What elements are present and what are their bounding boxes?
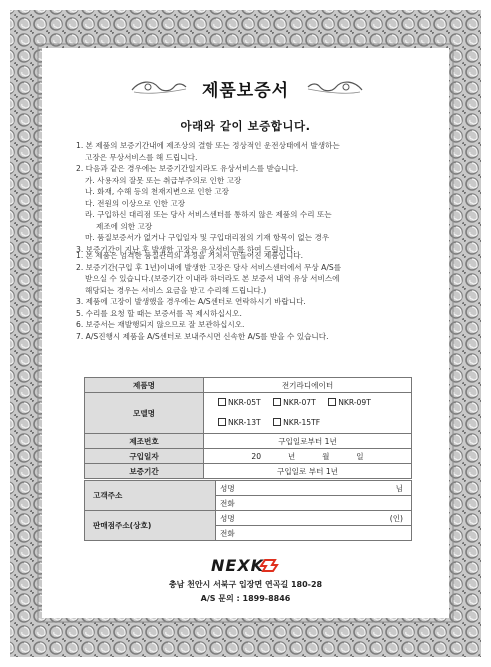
model-checkbox[interactable] xyxy=(328,398,336,406)
notes-line: 해당되는 경우는 서비스 요금을 받고 수리해 드립니다.) xyxy=(85,285,267,295)
notes-line: 받으실 수 있습니다.(보증기간 이내라 하더라도 본 보증서 내역 유상 서비스에 xyxy=(85,274,340,283)
model-checkbox[interactable] xyxy=(273,398,281,406)
warranty-period-value: 구입일로 부터 1년 xyxy=(204,464,412,479)
date-month: 월 xyxy=(322,451,330,461)
notes-line: 5. 수리를 요청 할 때는 보증서를 꼭 제시하십시오. xyxy=(76,308,242,318)
dealer-phone-label: 전화 xyxy=(216,526,273,541)
document-title: 제품보증서 xyxy=(201,81,290,101)
model-label: 모델명 xyxy=(85,393,204,434)
customer-name-label: 성명 xyxy=(216,481,273,496)
product-info-table xyxy=(84,377,412,479)
table-row xyxy=(85,449,412,464)
purchase-date-value xyxy=(204,449,412,464)
dealer-seal-suffix: (인) xyxy=(272,511,412,526)
table-row xyxy=(85,464,412,479)
table-row xyxy=(85,378,412,393)
right-ornament-icon xyxy=(306,78,364,96)
product-name-label: 제품명 xyxy=(85,378,204,393)
table-row xyxy=(85,511,412,526)
customer-address-label: 고객주소 xyxy=(85,481,216,511)
serial-value: 구입일로부터 1년 xyxy=(204,434,412,449)
table-row xyxy=(85,393,412,434)
brand-logo xyxy=(42,556,449,578)
model-checkbox[interactable] xyxy=(218,418,226,426)
service-notes xyxy=(76,250,436,342)
customer-phone-label: 전화 xyxy=(216,496,273,511)
terms-line: 고장은 무상서비스를 해 드립니다. xyxy=(85,152,198,162)
warranty-terms xyxy=(76,140,436,255)
terms-line: 2. 다음과 같은 경우에는 보증기간일지라도 유상서비스를 받습니다. xyxy=(76,164,299,173)
terms-line: 1. 본 제품의 보증기간내에 제조상의 결함 또는 정상적인 운전상태에서 발생하는 xyxy=(76,141,340,150)
notes-line: 3. 제품에 고장이 발생했을 경우에는 A/S센터로 연락하시기 바랍니다. xyxy=(76,297,306,306)
purchase-date-label: 구입일자 xyxy=(85,449,204,464)
nexko-logo-icon xyxy=(211,556,281,574)
notes-line: 1. 본 제품은 엄격한 품질관리의 과정을 거쳐서 만들어진 제품입니다. xyxy=(76,251,304,260)
table-row xyxy=(85,481,412,496)
serial-label: 제조번호 xyxy=(85,434,204,449)
table-row xyxy=(85,434,412,449)
svg-text:NEXK: NEXK xyxy=(210,556,264,574)
product-name-value: 전기라디에이터 xyxy=(204,378,412,393)
model-option-label: NKR-09T xyxy=(338,398,371,407)
customer-phone-field[interactable] xyxy=(272,496,412,511)
terms-line: 나. 화재, 수해 등의 천재지변으로 인한 고장 xyxy=(85,187,230,196)
date-year: 년 xyxy=(287,451,296,461)
notes-line: 2. 보증기간(구입 후 1년)이내에 발생한 고장은 당사 서비스센터에서 무상 A/S를 xyxy=(76,262,342,272)
as-contact: A/S 문의 : 1899-8846 xyxy=(200,594,291,603)
title-row xyxy=(42,76,449,106)
model-option-label: NKR-15TF xyxy=(283,418,321,427)
terms-line: 마. 품질보증서가 없거나 구입일자 및 구입대리점의 기재 항목이 없는 경우 xyxy=(85,233,330,242)
terms-line: 라. 구입하신 대리점 또는 당사 서비스센터를 통하지 않은 제품의 수리 또는 xyxy=(85,210,332,219)
date-prefix: 20 xyxy=(251,451,262,461)
model-option-label: NKR-07T xyxy=(283,398,316,407)
dealer-name-label: 성명 xyxy=(216,511,273,526)
terms-line: 3. 보증기간이 지난 후 발생한 고장은 유상서비스를 하여 드립니다. xyxy=(76,244,296,254)
company-address: 충남 천안시 서북구 입장면 연곡길 180-28 xyxy=(168,580,323,589)
model-checkbox[interactable] xyxy=(273,418,281,426)
terms-line: 가. 사용자의 잘못 또는 취급부주의로 인한 고장 xyxy=(85,175,242,185)
warranty-content xyxy=(42,48,449,618)
model-option-label: NKR-13T xyxy=(228,418,261,427)
model-checkbox[interactable] xyxy=(218,398,226,406)
terms-line: 제조에 의한 고장 xyxy=(96,221,153,231)
customer-name-suffix: 님 xyxy=(272,481,412,496)
terms-line: 다. 전원의 이상으로 인한 고장 xyxy=(85,198,186,208)
dealer-address-label: 판매점주소(상호) xyxy=(85,511,216,541)
document-subtitle: 아래와 같이 보증합니다. xyxy=(180,119,311,133)
notes-line: 7. A/S진행시 제품을 A/S센터로 보내주시면 신속한 A/S를 받을 수 있습니다. xyxy=(76,331,329,341)
dealer-phone-field[interactable] xyxy=(272,526,412,541)
model-options xyxy=(204,393,412,434)
warranty-period-label: 보증기간 xyxy=(85,464,204,479)
model-option-label: NKR-05T xyxy=(228,398,261,407)
customer-dealer-table xyxy=(84,480,412,541)
date-day: 일 xyxy=(356,451,364,461)
notes-line: 6. 보증서는 재발행되지 않으므로 잘 보관하십시오. xyxy=(76,320,245,329)
